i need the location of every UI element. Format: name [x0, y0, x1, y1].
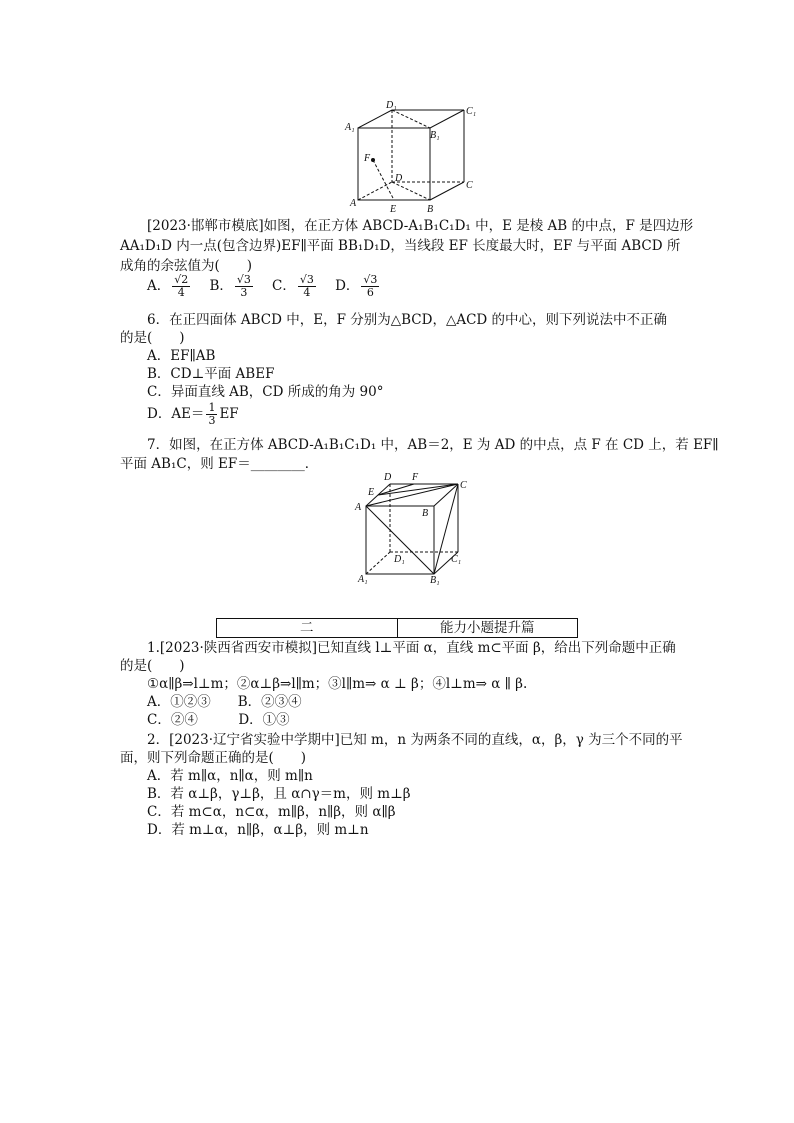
- p2-option-b[interactable]: B．若 α⊥β，γ⊥β，且 α∩γ＝m，则 m⊥β: [147, 786, 411, 802]
- fig2-label-e: E: [368, 487, 375, 498]
- q6-line-2: 的是( ): [120, 330, 185, 346]
- q5-options: [147, 274, 381, 299]
- q6-option-a[interactable]: A．EF∥AB: [147, 348, 216, 364]
- label-b: B: [427, 204, 434, 215]
- label-d1: D₁: [386, 100, 397, 111]
- q5-line-2: AA₁D₁D 内一点(包含边界)EF∥平面 BB₁D₁D，当线段 EF 长度最大时，EF 与平面 ABCD 所: [120, 238, 681, 254]
- label-b1: B₁: [430, 130, 440, 141]
- label-e: E: [390, 204, 397, 215]
- fig2-label-a: A: [355, 502, 362, 513]
- p2-option-d[interactable]: D．若 m⊥α，n∥β，α⊥β，则 m⊥n: [147, 822, 369, 838]
- q6-option-b[interactable]: B．CD⊥平面 ABEF: [147, 366, 275, 382]
- q5-line-3: 成角的余弦值为( ): [120, 258, 253, 274]
- p2-line-2: 面，则下列命题正确的是( ): [120, 750, 307, 766]
- q5-option-a[interactable]: A． $\frac{√2}{4}$: [147, 273, 189, 299]
- p2-option-c[interactable]: C．若 m⊂α，n⊂α，m∥β，n∥β，则 α∥β: [147, 804, 396, 820]
- p1-options-cd[interactable]: C．②④ D．①③: [147, 712, 290, 728]
- label-f: F: [364, 153, 371, 164]
- fig2-label-c1: C₁: [451, 554, 462, 565]
- p1-line-1: 1.[2023·陕西省西安市模拟]已知直线 l⊥平面 α，直线 m⊂平面 β，给出下列命题中正确: [147, 640, 676, 656]
- fig2-label-d: D: [384, 472, 392, 483]
- p1-line-3: ①α∥β⇒l⊥m；②α⊥β⇒l∥m；③l∥m⇒ α ⊥ β；④l⊥m⇒ α ∥ β.: [147, 676, 528, 692]
- cube-figure-2: [352, 470, 472, 585]
- fig2-label-c: C: [460, 480, 467, 491]
- q5-option-d[interactable]: D． $\frac{√3}{6}$: [335, 273, 378, 299]
- section-header: [216, 618, 578, 638]
- fig2-label-a1: A₁: [358, 574, 368, 585]
- label-c1: C₁: [466, 106, 477, 117]
- section-number: 二: [217, 619, 398, 637]
- q6-line-1: 6．在正四面体 ABCD 中，E，F 分别为△BCD，△ACD 的中心，则下列说法中不正确: [147, 312, 668, 328]
- label-a1: A₁: [345, 122, 355, 133]
- p1-options-ab[interactable]: A．①②③ B．②③④: [147, 694, 302, 710]
- fig2-label-d1: D₁: [394, 554, 405, 565]
- label-c: C: [466, 180, 473, 191]
- q6-option-d[interactable]: D．AE＝ $\frac{1}{3}$ EF: [147, 401, 239, 427]
- q7-line-1: 7．如图，在正方体 ABCD-A₁B₁C₁D₁ 中，AB＝2，E 为 AD 的中点，点 F 在 CD 上，若 EF∥: [147, 437, 719, 453]
- q5-option-b[interactable]: B． $\frac{√3}{3}$: [209, 273, 251, 299]
- p1-line-2: 的是( ): [120, 658, 185, 674]
- label-a: A: [350, 198, 357, 209]
- q6-option-c[interactable]: C．异面直线 AB，CD 所成的角为 90°: [147, 384, 384, 400]
- q7-line-2: 平面 AB₁C，则 EF＝________．: [120, 456, 319, 472]
- fig2-label-f: F: [412, 472, 419, 483]
- cube-figure-1: [340, 98, 480, 216]
- p2-option-a[interactable]: A．若 m∥α，n∥α，则 m∥n: [147, 768, 313, 784]
- label-d: D: [395, 173, 403, 184]
- fig2-label-b1: B₁: [430, 575, 440, 585]
- q5-option-c[interactable]: C． $\frac{√3}{4}$: [272, 273, 314, 299]
- q5-line-1: [2023·邯郸市模底]如图，在正方体 ABCD-A₁B₁C₁D₁ 中，E 是棱 AB 的中点，F 是四边形: [147, 218, 694, 234]
- fig2-label-b: B: [422, 508, 429, 519]
- section-title: 能力小题提升篇: [440, 620, 535, 636]
- p2-line-1: 2．[2023·辽宁省实验中学期中]已知 m，n 为两条不同的直线，α，β，γ 为三个不同的平: [147, 732, 683, 748]
